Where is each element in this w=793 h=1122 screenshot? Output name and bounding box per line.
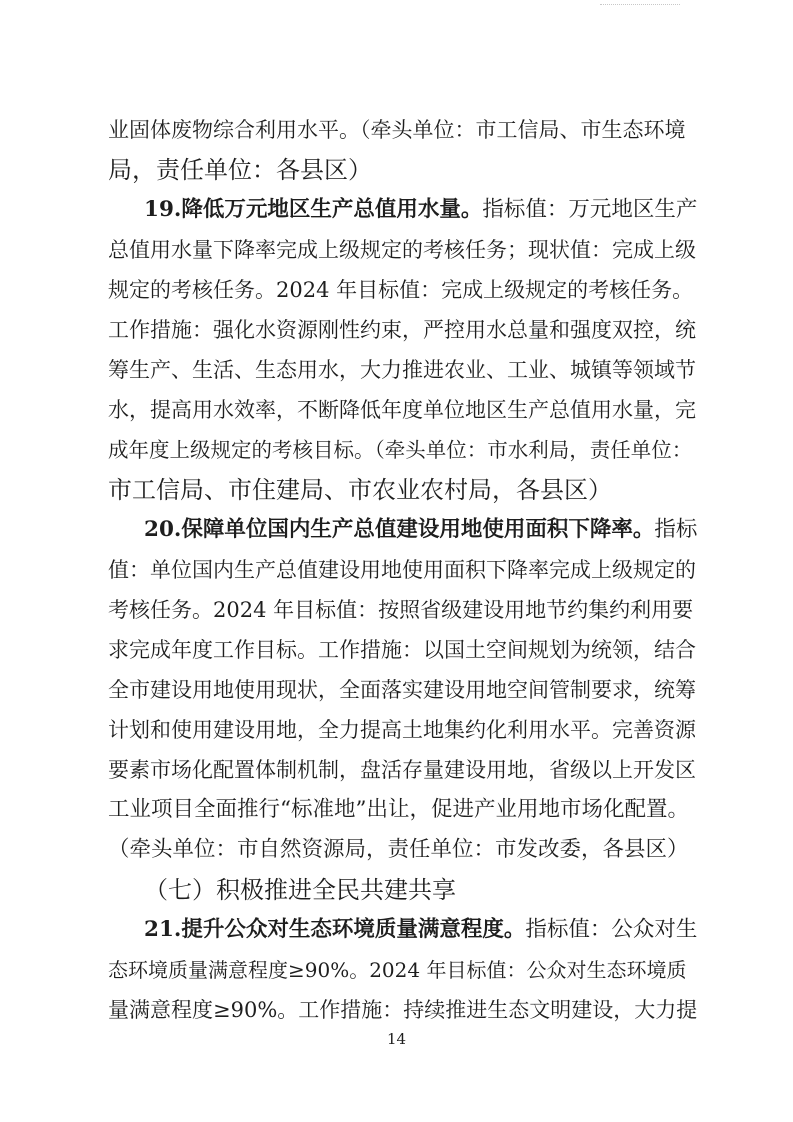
text-run: 指标 [654, 517, 698, 542]
text-line: 规定的考核任务。2024 年目标值：完成上级规定的考核任务。 [108, 278, 694, 302]
text-line: 局，责任单位：各县区） [108, 156, 372, 184]
item-20 [144, 512, 700, 548]
text-line: 值：单位国内生产总值建设用地使用面积下降率完成上级规定的 [108, 558, 696, 582]
text-line: 态环境质量满意程度≥90%。2024 年目标值：公众对生态环境质 [108, 958, 687, 982]
text-line: 水，提高用水效率，不断降低年度单位地区生产总值用水量，完 [108, 398, 696, 422]
page-number: 14 [386, 1030, 407, 1048]
item-20-heading: 20.保障单位国内生产总值建设用地使用面积下降率。 [144, 517, 655, 542]
item-21-heading: 21.提升公众对生态环境质量满意程度。 [144, 917, 526, 942]
text-line: 成年度上级规定的考核目标。（牵头单位：市水利局，责任单位： [108, 438, 693, 462]
text-run: 指标值：万元地区生产 [482, 197, 698, 222]
section-heading-7: （七）积极推进全民共建共享 [144, 876, 456, 904]
scan-artifact [600, 4, 680, 11]
item-19-heading: 19.降低万元地区生产总值用水量。 [144, 197, 483, 222]
text-line: 工业项目全面推行“标准地”出让，促进产业用地市场化配置。 [108, 797, 689, 822]
text-line: 总值用水量下降率完成上级规定的考核任务；现状值：完成上级 [108, 238, 696, 262]
text-line: 全市建设用地使用现状，全面落实建设用地空间管制要求，统筹 [108, 678, 696, 702]
text-line: 要素市场化配置体制机制，盘活存量建设用地，省级以上开发区 [108, 758, 696, 782]
item-19 [144, 192, 700, 228]
item-21 [144, 912, 700, 948]
text-line: 筹生产、生活、生态用水，大力推进农业、工业、城镇等领域节 [108, 358, 696, 382]
text-line: 计划和使用建设用地，全力提高土地集约化利用水平。完善资源 [108, 718, 696, 742]
text-line: 业固体废物综合利用水平。（牵头单位：市工信局、市生态环境 [108, 118, 686, 142]
text-line: （牵头单位：市自然资源局，责任单位：市发改委，各县区） [108, 837, 689, 862]
text-line: 考核任务。2024 年目标值：按照省级建设用地节约集约利用要 [108, 598, 694, 622]
text-line: 量满意程度≥90%。工作措施：持续推进生态文明建设，大力提 [108, 998, 698, 1022]
text-run: 指标值：公众对生 [525, 917, 698, 942]
text-line: 求完成年度工作目标。工作措施：以国土空间规划为统领，结合 [108, 638, 696, 662]
text-line: 工作措施：强化水资源刚性约束，严控用水总量和强度双控，统 [108, 318, 696, 342]
text-line: 市工信局、市住建局、市农业农村局，各县区） [108, 476, 612, 504]
